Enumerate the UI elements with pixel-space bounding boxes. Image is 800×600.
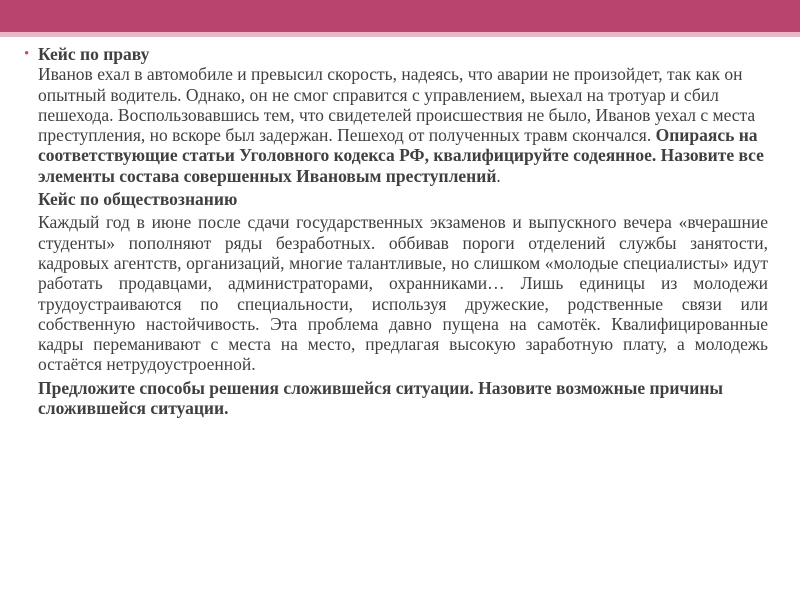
case-social-task: Предложите способы решения сложившейся ситуации. Назовите возможные причины сложившейся ситуации. [38, 377, 724, 419]
case-law-story: Иванов ехал в автомобиле и превысил скорость, надеясь, что аварии не произойдет, так как он опытный водитель. Однако, он не смог справится с управлением, выехал на тротуар и сбил пешехода. Воспользовавшись тем, что свидетелей происшествия не было, Иванов уехал с места преступления, но вскоре был задержан. Пешеход от полученных травм скончался. [38, 64, 756, 146]
bullet-dot-icon: • [24, 46, 30, 62]
header-bar [0, 0, 800, 32]
case-law-task: Опираясь на соответствующие статьи Уголовного кодекса РФ, квалифицируйте содеянное. Назовите все элементы состава совершенных Ивановым преступлений [38, 125, 764, 186]
case-social-body: Каждый год в июне после сдачи государственных экзаменов и выпускного вечера «вчерашние студенты» пополняют ряды безработных. оббивав пороги отделений службы занятости, кадровых агентств, организаций, многие талантливые, но слишком «молодые специалисты» идут работать продавцами, администраторами, охранниками… Лишь единицы из молодежи трудоустраиваются по специальности, используя дружеские, родственные связи или собственную настойчивость. Эта проблема давно пущена на самотёк. Квалифицированные кадры переманивают с места на место, предлагая высокую заработную плату, а молодежь остаётся нетрудоустроенной. [38, 212, 768, 375]
case-law-title-row [24, 44, 768, 64]
case-social-title: Кейс по обществознанию [38, 189, 238, 210]
header-accent-line [0, 32, 800, 37]
slide-content [24, 44, 768, 419]
case-law-title: Кейс по праву [38, 44, 150, 64]
case-law-end: . [496, 165, 501, 186]
case-law-body [38, 64, 768, 186]
